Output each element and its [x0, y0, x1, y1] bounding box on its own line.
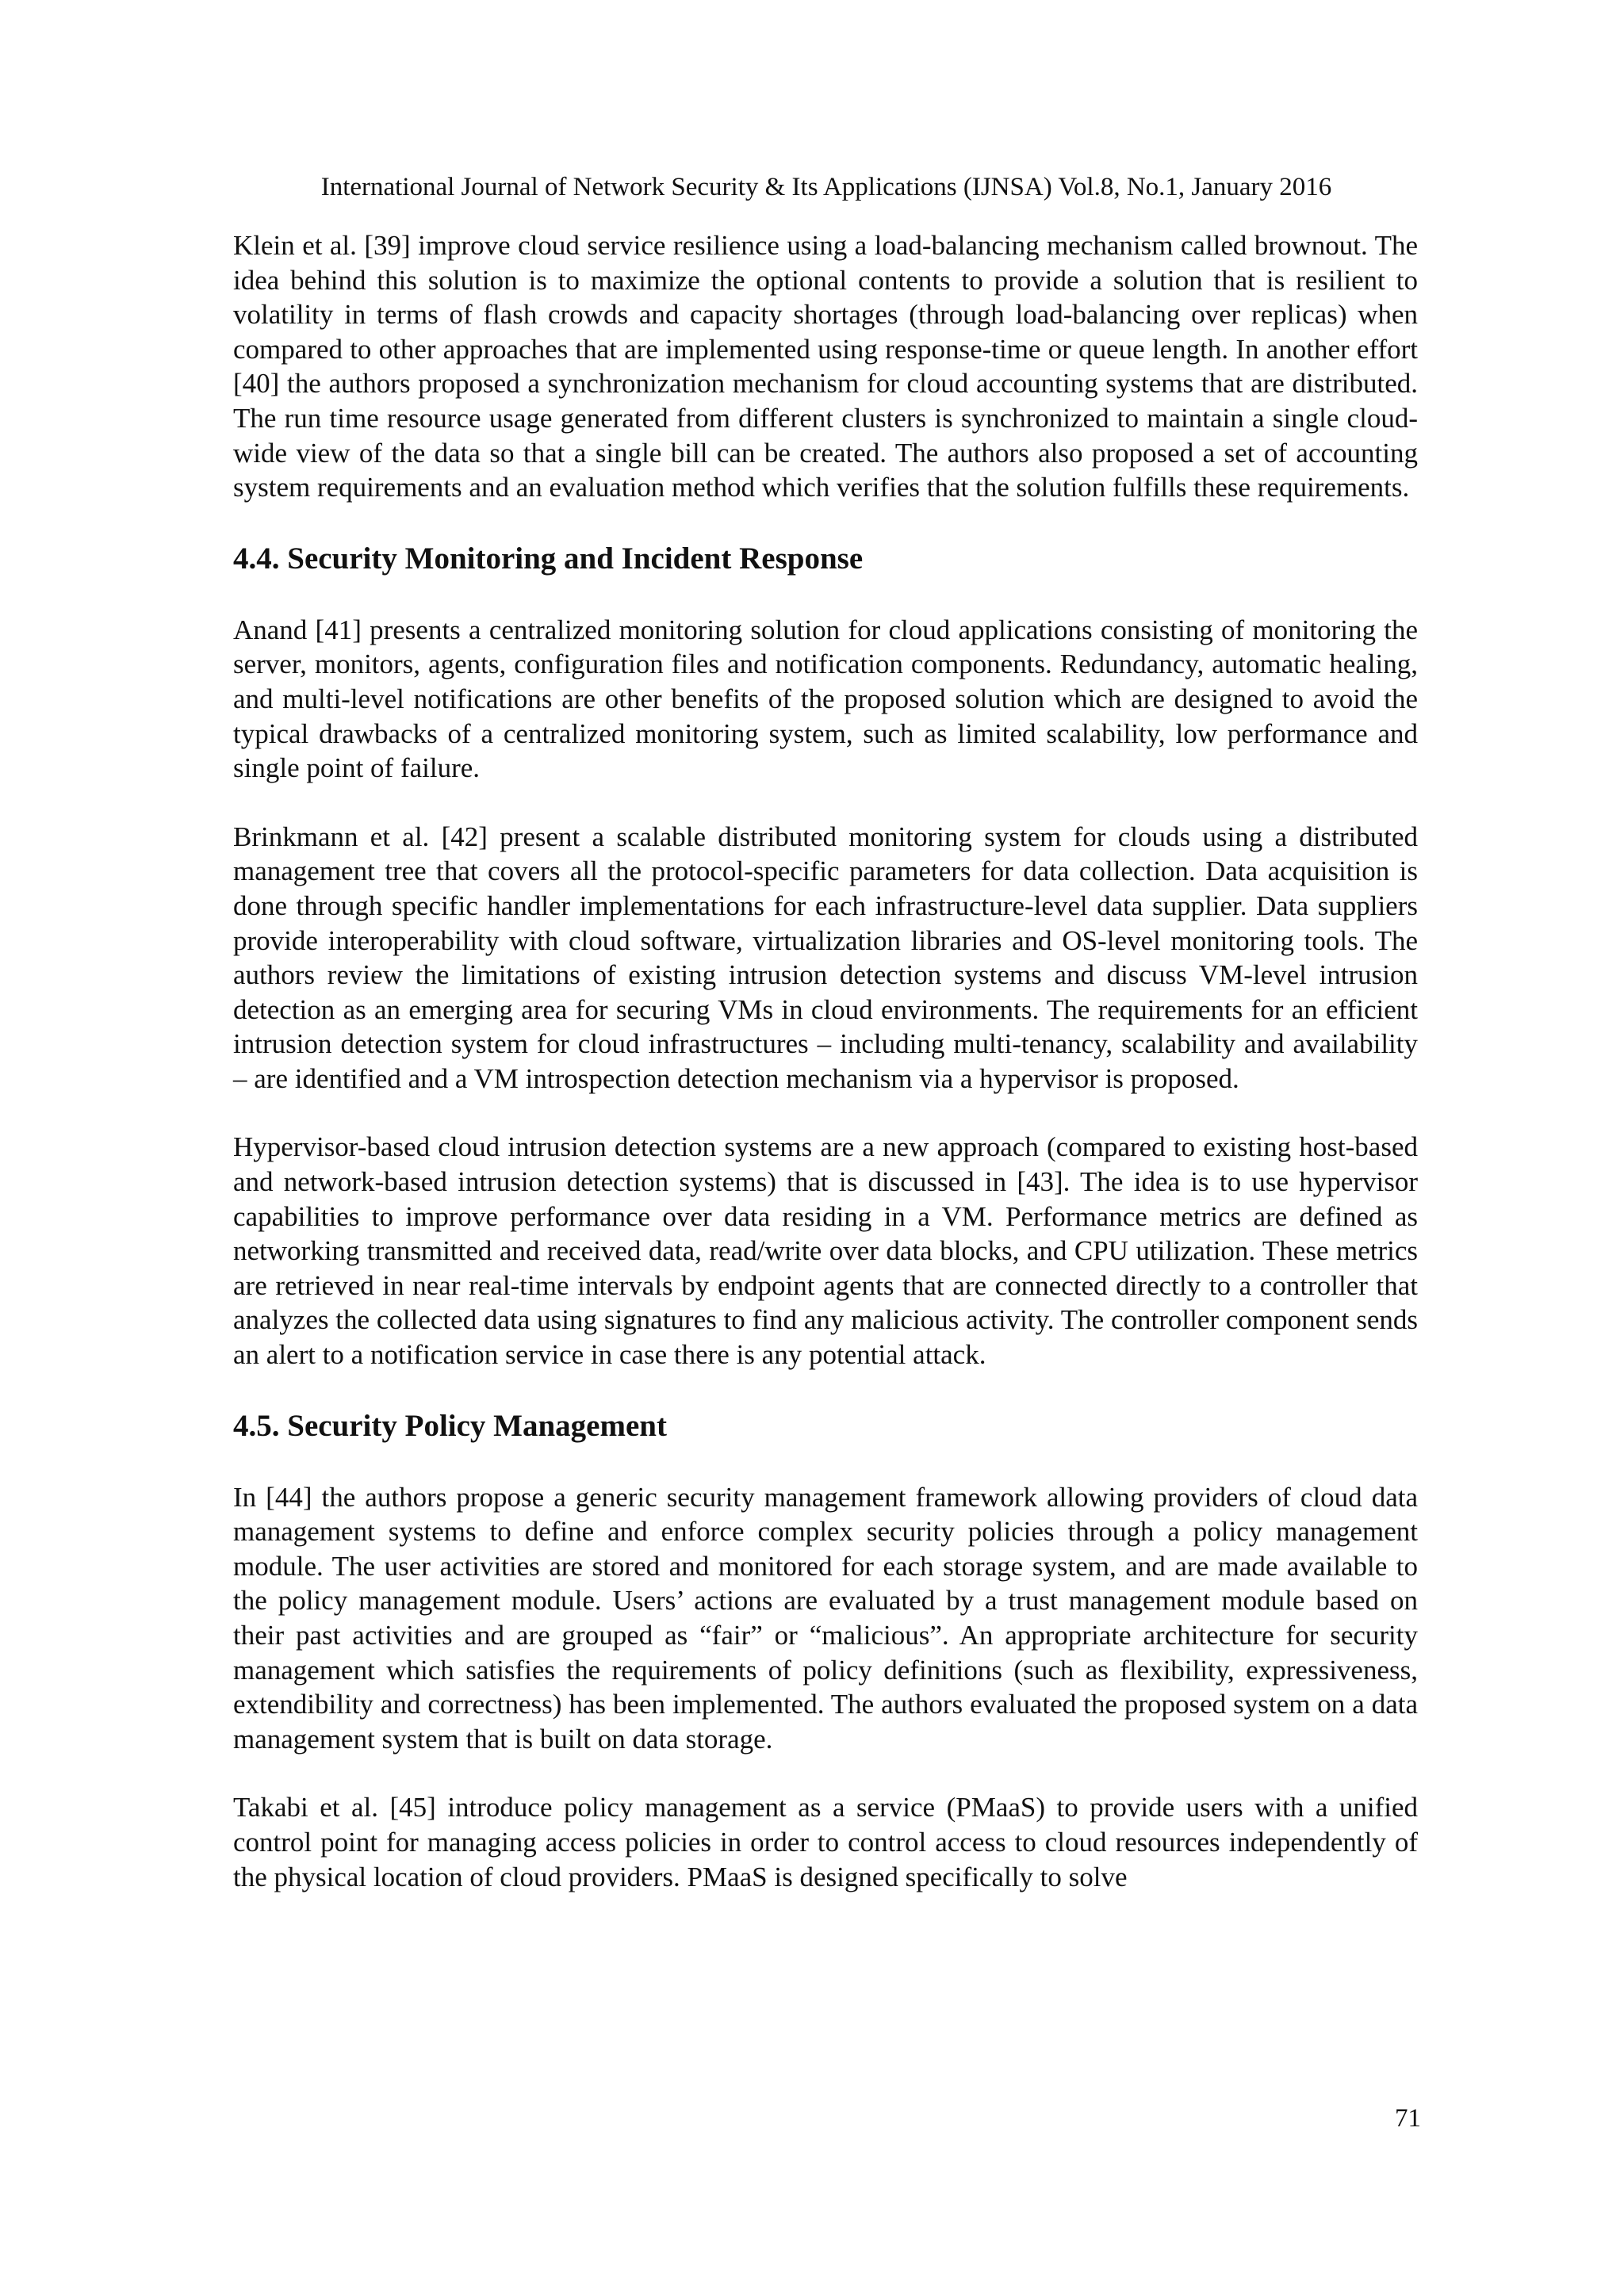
paragraph-gap [233, 1446, 1418, 1480]
paragraph-hypervisor-ids: Hypervisor-based cloud intrusion detection systems are a new approach (compared to existing host-based and network-based intrusion detection systems) that is discussed in [43]. The idea is to use hypervisor capabilities to improve performance over data residing in a VM. Performance metrics are defined as networking transmitted and received data, read/write over data blocks, and CPU utilization. These metrics are retrieved in near real-time intervals by endpoint agents that are connected directly to a controller that analyzes the collected data using signatures to find any malicious activity. The controller component sends an alert to a notification service in case there is any potential attack. [233, 1131, 1418, 1371]
paragraph-anand-monitoring: Anand [41] presents a centralized monitoring solution for cloud applications consisting of monitoring the server, monitors, agents, configuration files and notification components. Redundancy, automatic healing, and multi-level notifications are other benefits of the proposed solution which are designed to avoid the typical drawbacks of a centralized monitoring system, such as limited scalability, low performance and single point of failure. [233, 614, 1418, 784]
running-header: International Journal of Network Security & Its Applications (IJNSA) Vol.8, No.1, January 2016 [320, 173, 1332, 201]
section-heading-4-5: 4.5. Security Policy Management [233, 1408, 667, 1443]
paragraph-security-framework: In [44] the authors propose a generic security management framework allowing providers of cloud data management systems to define and enforce complex security policies through a policy management module. The user activities are stored and monitored for each storage system, and are made available to the policy management module. Users’ actions are evaluated by a trust management module based on their past activities and are grouped as “fair” or “malicious”. An appropriate architecture for security management which satisfies the requirements of policy definitions (such as flexibility, expressiveness, extendibility and correctness) has been implemented. The authors evaluated the proposed system on a data management system that is built on data storage. [233, 1481, 1418, 1755]
paragraph-klein-brownout: Klein et al. [39] improve cloud service resilience using a load-balancing mechanism called brownout. The idea behind this solution is to maximize the optional contents to provide a solution that is resilient to volatility in terms of flash crowds and capacity shortages (through load-balancing over replicas) when compared to other approaches that are implemented using response-time or queue length. In another effort [40] the authors proposed a synchronization mechanism for cloud accounting systems that are distributed. The run time resource usage generated from different clusters is synchronized to maintain a single cloud-wide view of the data so that a single bill can be created. The authors also proposed a set of accounting system requirements and an evaluation method which verifies that the solution fulfills these requirements. [233, 230, 1418, 503]
paragraph-gap [233, 505, 1418, 539]
section-heading-4-4: 4.4. Security Monitoring and Incident Response [233, 541, 864, 576]
paragraph-takabi-pmaas: Takabi et al. [45] introduce policy management as a service (PMaaS) to provide users with a unified control point for managing access policies in order to control access to cloud resources independently of the physical location of cloud providers. PMaaS is designed specifically to solve [233, 1792, 1418, 1892]
article-body [233, 228, 1418, 1894]
paragraph-gap [233, 786, 1418, 820]
paragraph-brinkmann-monitoring: Brinkmann et al. [42] present a scalable distributed monitoring system for clouds using a distributed management tree that covers all the protocol-specific parameters for data collection. Data acquisition is done through specific handler implementations for each infrastructure-level data supplier. Data suppliers provide interoperability with cloud software, virtualization libraries and OS-level monitoring tools. The authors review the limitations of existing intrusion detection systems and discuss VM-level intrusion detection as an emerging area for securing VMs in cloud environments. The requirements for an efficient intrusion detection system for cloud infrastructures – including multi-tenancy, scalability and availability – are identified and a VM introspection detection mechanism via a hypervisor is proposed. [233, 821, 1418, 1094]
page-number: 71 [1395, 2104, 1421, 2133]
paragraph-gap [233, 579, 1418, 613]
paragraph-gap [233, 1756, 1418, 1790]
paragraph-gap [233, 1372, 1418, 1406]
paragraph-gap [233, 1096, 1418, 1130]
